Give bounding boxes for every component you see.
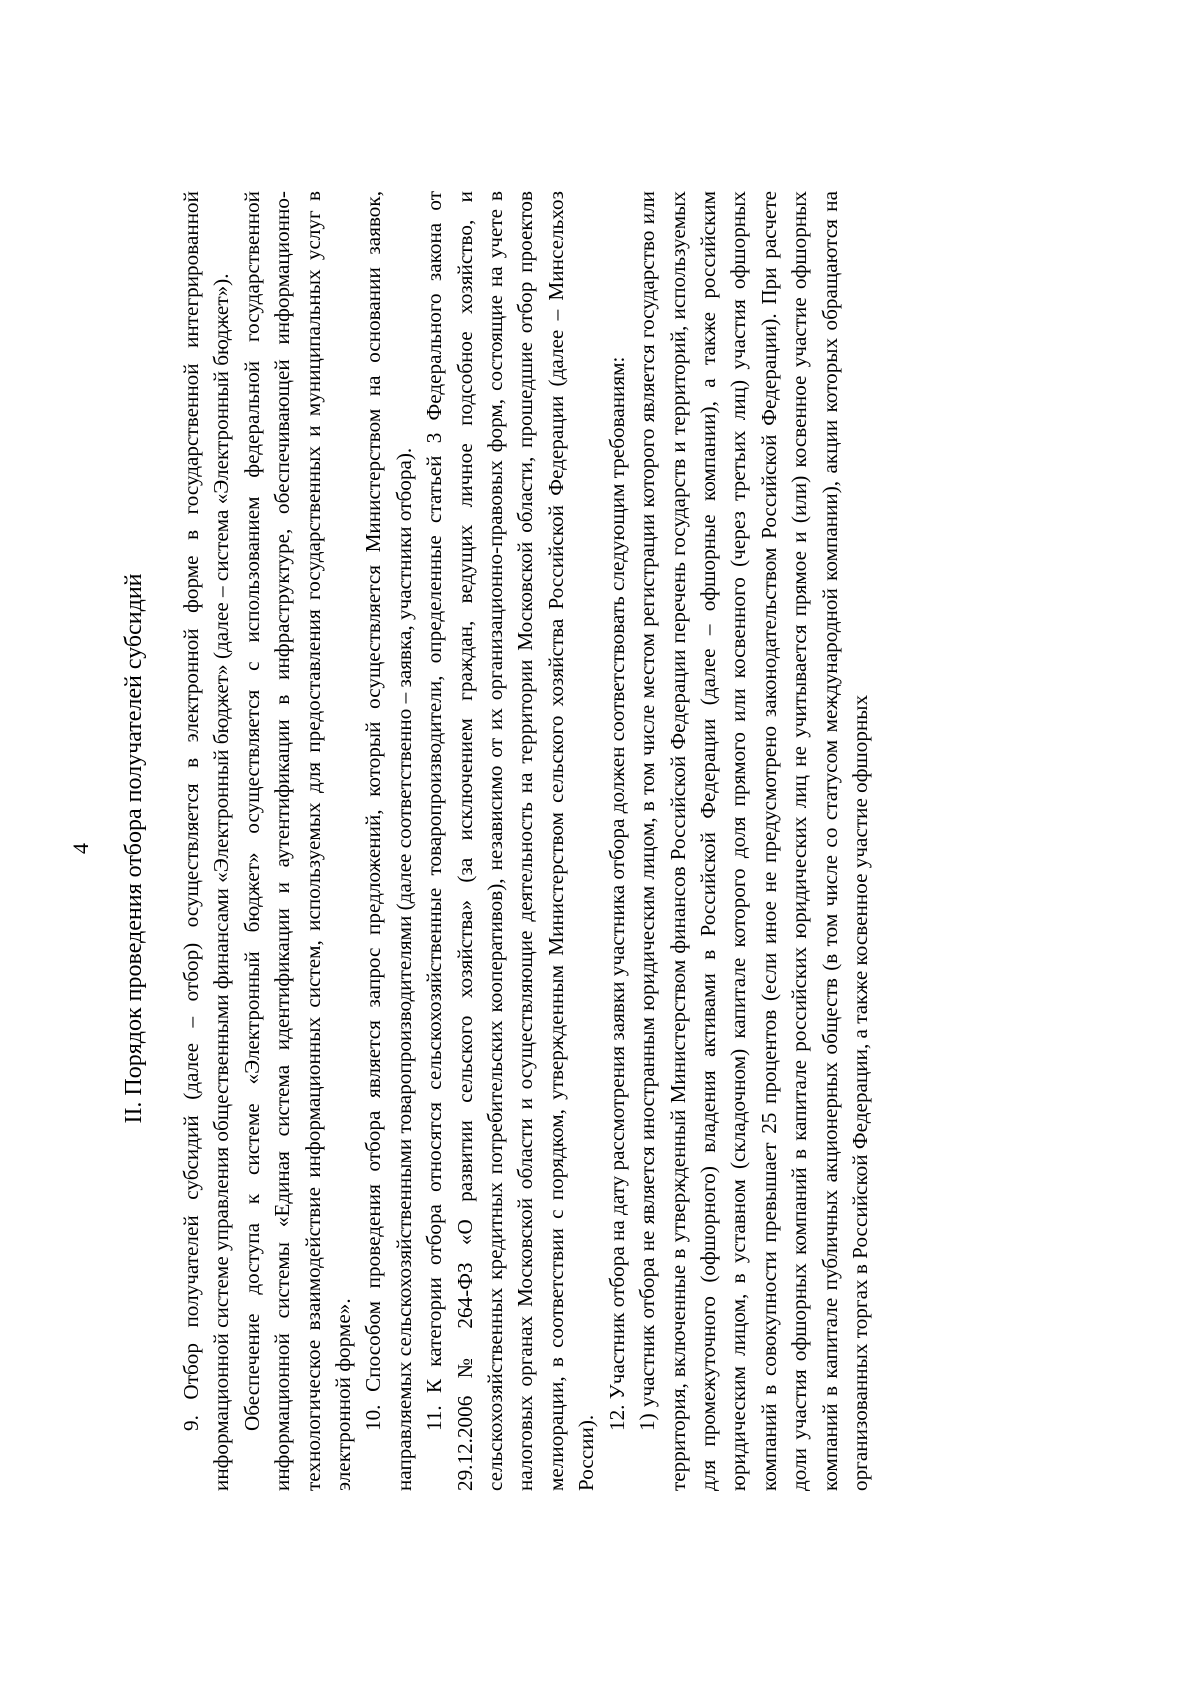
paragraph-10: 10. Способом проведения отбора является запрос предложений, который осуществляется Министерством на основании заявок, направляемых сельскохозяйственными товаропроизводителями (далее соответственно – заявка, участники отбора). [361, 191, 416, 1491]
section-title: II. Порядок проведения отбора получателей субсидий [121, 573, 147, 1124]
paragraph-12-1: 1) участник отбора не является иностранным юридическим лицом, в том числе местом регистрации которого является государство или территория, включенные в утвержденный Министерством финансов Российской Федерации перечень государств и территорий, используемых для промежуточного (офшорного) владения активами в Российской Федерации (далее – офшорные компании), а также российским юридическим лицом, в уставном (складочном) капитале которого доля прямого или косвенного (через третьих лиц) участия офшорных компаний в совокупности превышает 25 процентов (если иное не предусмотрено законодательством Российской Федерации). При расчете доли участия офшорных компаний в капитале российских юридических лиц не учитывается прямое и (или) косвенное участие офшорных компаний в капитале публичных акционерных обществ (в том числе со статусом международной компании), акции которых обращаются на организованных торгах в Российской Федерации, а также косвенное участие офшорных [635, 191, 872, 1491]
paragraph-access: Обеспечение доступа к системе «Электронный бюджет» осуществляется с использованием федеральной государственной информационной системы «Единая система идентификации и аутентификации в инфраструктуре, обеспечивающей информационно-технологическое взаимодействие информационных систем, используемых для предоставления государственных и муниципальных услуг в электронной форме». [239, 191, 356, 1491]
paragraph-11: 11. К категории отбора относятся сельскохозяйственные товаропроизводители, определенные статьей 3 Федерального закона от 29.12.2006 № 264-ФЗ «О развитии сельского хозяйства» (за исключением граждан, ведущих личное подсобное хозяйство, и сельскохозяйственных кредитных потребительских кооперативов), независимо от их организационно-правовых форм, состоящие на учете в налоговых органах Московской области и осуществляющие деятельность на территории Московской области, прошедшие отбор проектов мелиорации, в соответствии с порядком, утвержденным Министерством сельского хозяйства Российской Федерации (далее – Минсельхоз России). [422, 191, 599, 1491]
page-number: 4 [68, 843, 93, 854]
paragraph-9: 9. Отбор получателей субсидий (далее – отбор) осуществляется в электронной форме в государственной интегрированной информационной системе управления общественными финансами «Электронный бюджет» (далее – система «Электронный бюджет»). [179, 191, 234, 1491]
body-text [176, 191, 875, 1491]
paragraph-12: 12. Участник отбора на дату рассмотрения заявки участника отбора должен соответствовать следующим требованиям: [604, 356, 629, 1431]
